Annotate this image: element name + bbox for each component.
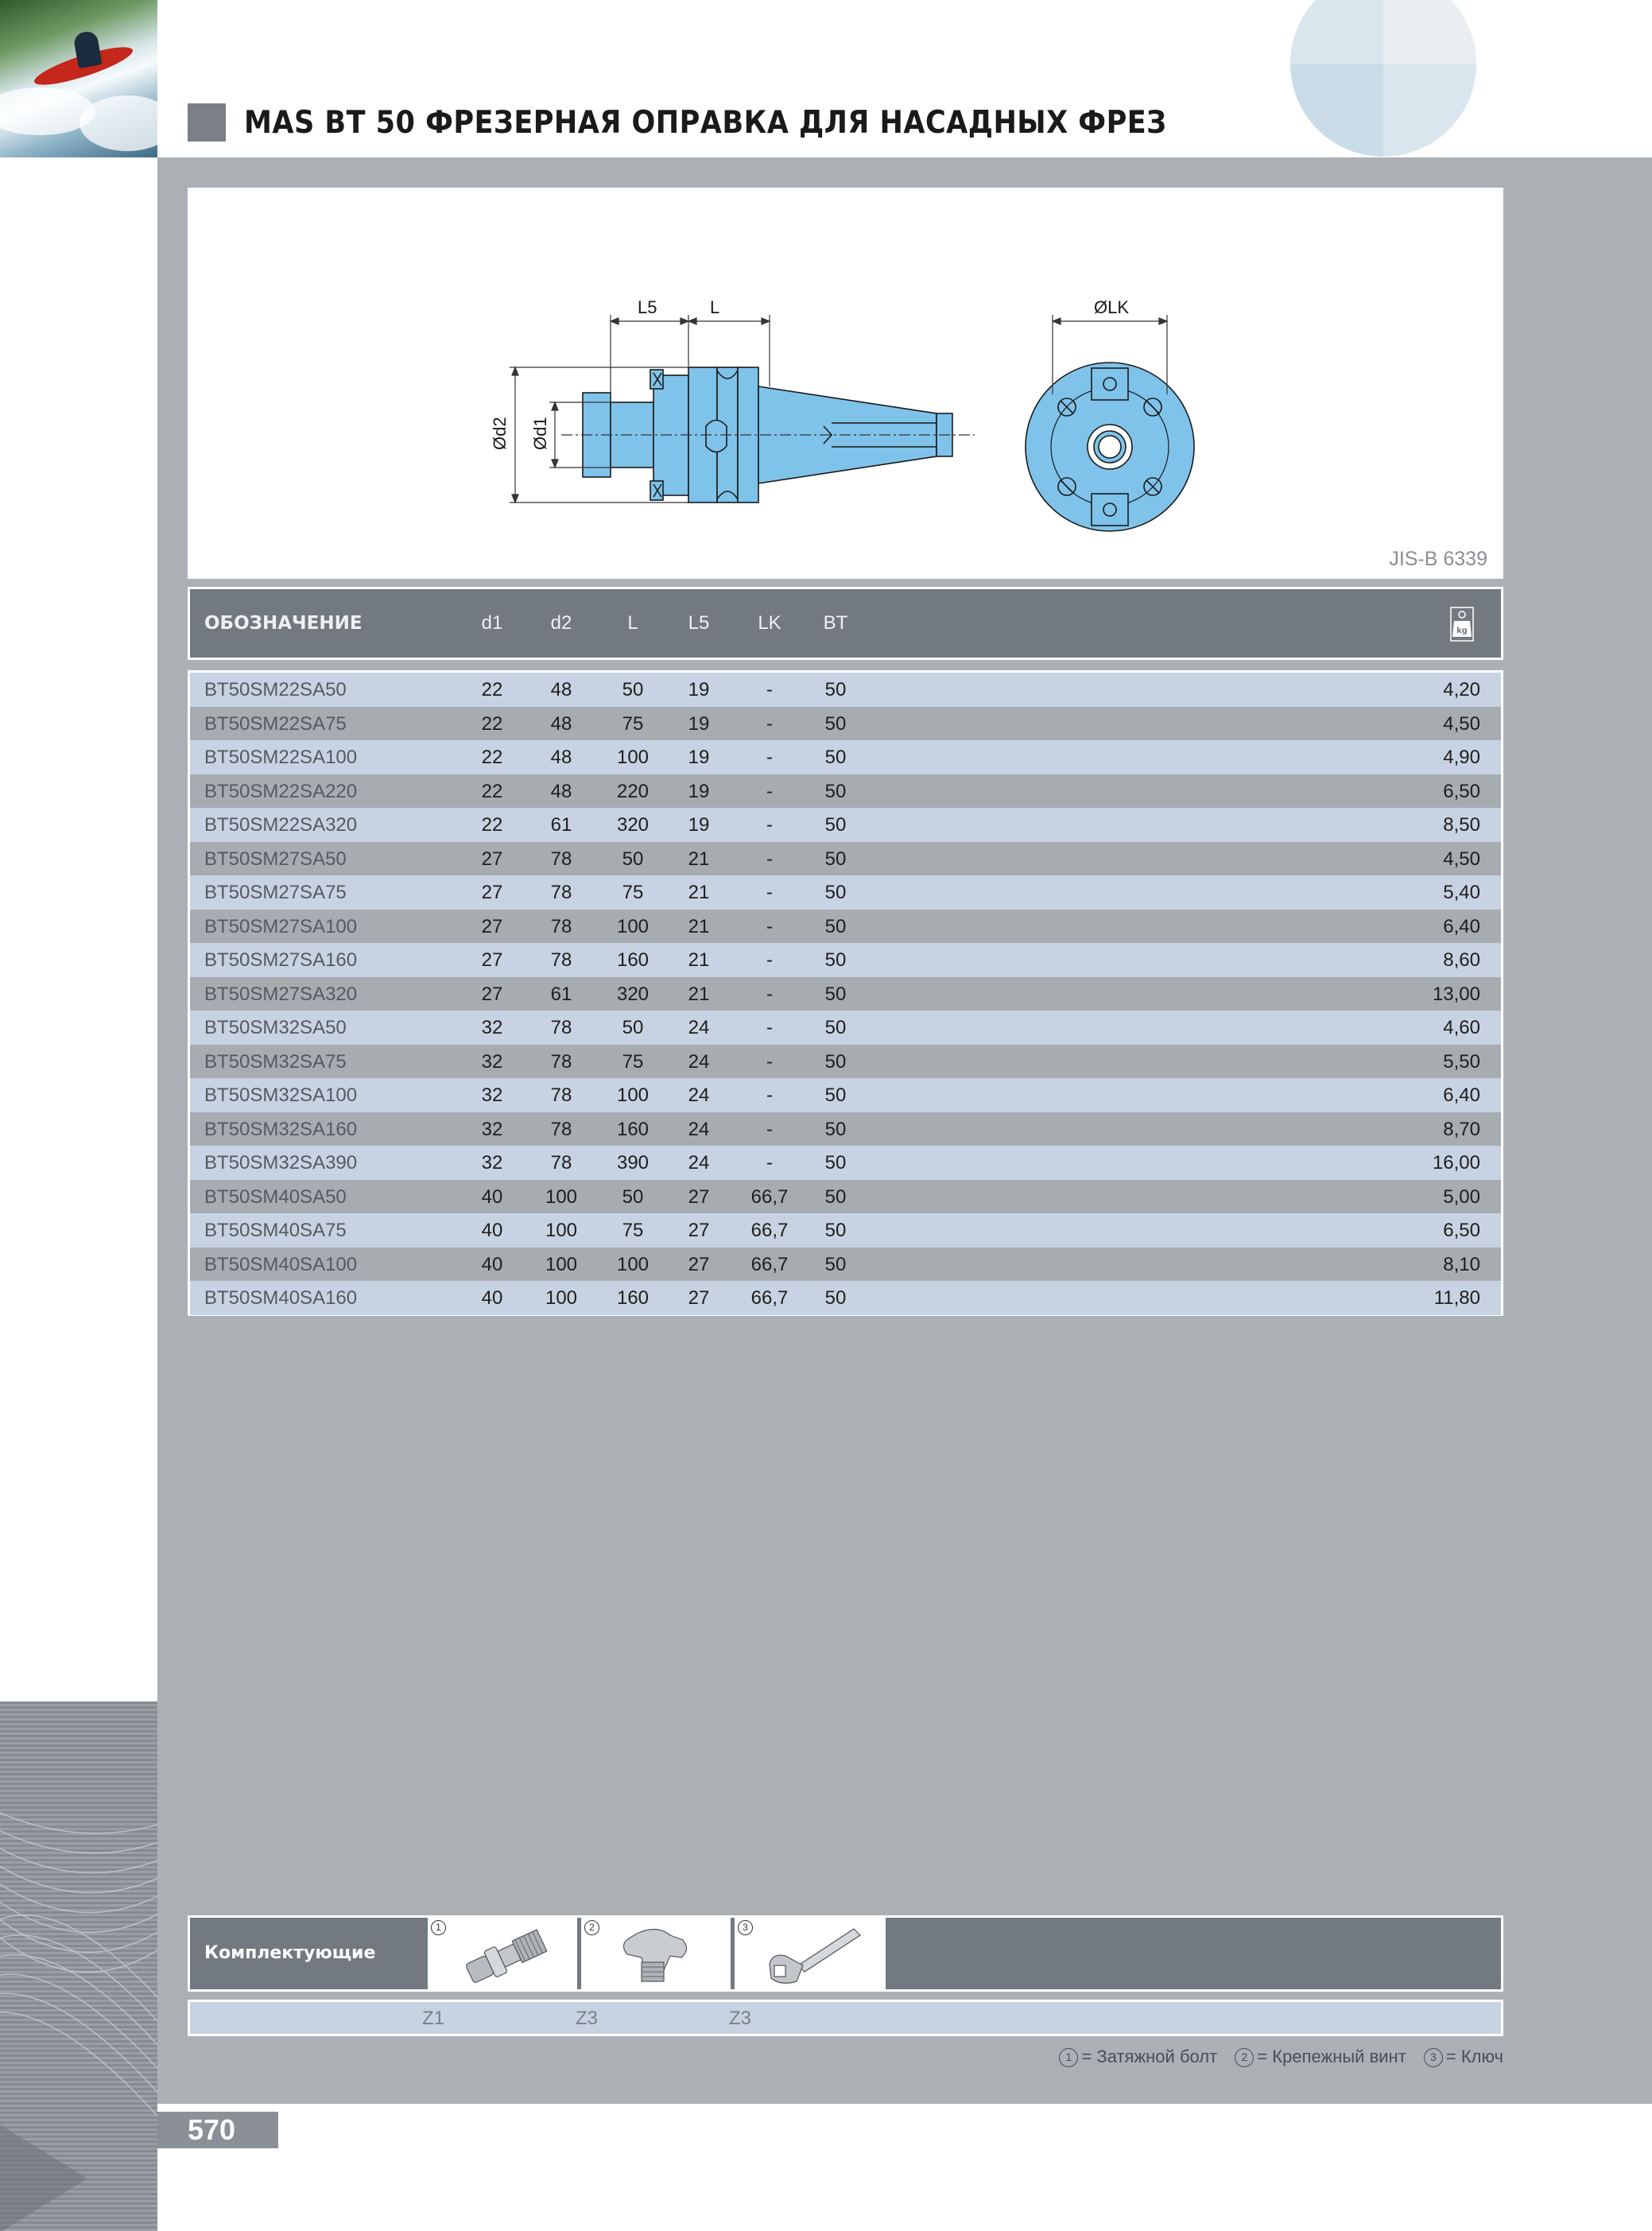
cell-bt: 50: [824, 814, 847, 836]
cell-l: 100: [616, 1253, 650, 1275]
cell-d2: 100: [545, 1185, 578, 1208]
cell-weight: 8,10: [1443, 1253, 1480, 1275]
cell-weight: 4,50: [1443, 712, 1480, 735]
cell-bt: 50: [824, 1118, 847, 1140]
legend-text-1: = Затяжной болт: [1081, 2047, 1218, 2066]
cell-l: 390: [616, 1152, 650, 1174]
cell-weight: 13,00: [1432, 983, 1480, 1005]
cell-lk: -: [766, 882, 773, 903]
cell-d1: 32: [481, 1118, 503, 1140]
header-l: L: [627, 612, 638, 634]
cell-weight: 4,90: [1443, 747, 1480, 768]
cell-l5: 24: [688, 1017, 710, 1038]
cell-l: 100: [616, 747, 650, 768]
cell-bt: 50: [824, 1220, 847, 1241]
cell-l5: 27: [688, 1185, 710, 1208]
cell-weight: 6,50: [1443, 1220, 1480, 1241]
table-row: [190, 875, 1501, 910]
table-row: [190, 774, 1501, 809]
cell-designation: BT50SM27SA75: [204, 882, 347, 903]
cell-l5: 21: [688, 882, 710, 903]
cell-weight: 5,00: [1443, 1185, 1480, 1208]
cell-lk: -: [766, 848, 773, 870]
cell-weight: 6,50: [1443, 780, 1480, 802]
cell-bt: 50: [824, 1253, 847, 1275]
table-row: [190, 808, 1501, 842]
dim-l: L: [710, 297, 720, 317]
cell-d2: 78: [550, 1152, 572, 1174]
header-designation: ОБОЗНАЧЕНИЕ: [204, 613, 363, 634]
cell-d1: 40: [481, 1185, 503, 1208]
cell-l5: 19: [688, 747, 710, 768]
cell-bt: 50: [824, 1084, 847, 1106]
cell-l5: 19: [688, 814, 710, 836]
table-row: [190, 910, 1501, 944]
paddler-shape: [72, 30, 102, 69]
cell-l5: 21: [688, 848, 710, 870]
cell-d2: 78: [550, 915, 572, 937]
cell-bt: 50: [824, 747, 847, 768]
cell-designation: BT50SM32SA390: [204, 1152, 358, 1174]
cell-lk: -: [766, 949, 773, 971]
cell-weight: 4,20: [1443, 679, 1480, 700]
cell-l: 75: [622, 712, 644, 735]
corner-photo-kayak: [0, 0, 157, 157]
cell-l5: 19: [688, 780, 710, 802]
cell-l5: 24: [688, 1118, 710, 1140]
cell-d1: 27: [481, 848, 503, 870]
cell-designation: BT50SM32SA100: [204, 1084, 358, 1106]
cell-weight: 4,50: [1443, 848, 1480, 870]
cell-d2: 78: [550, 949, 572, 971]
table-row: [190, 1078, 1501, 1112]
cell-weight: 4,60: [1443, 1017, 1480, 1038]
dim-l5: L5: [638, 297, 657, 317]
legend-number-2: 2: [1235, 2048, 1254, 2067]
legend-text-3: = Ключ: [1445, 2047, 1503, 2066]
cell-bt: 50: [824, 1050, 847, 1073]
cell-weight: 8,60: [1443, 949, 1480, 971]
product-table: [188, 670, 1503, 1316]
cell-bt: 50: [824, 679, 847, 700]
clamping-screw-icon: [581, 1918, 732, 1989]
accessory-number-3: 3: [738, 1920, 753, 1935]
cell-bt: 50: [824, 1185, 847, 1208]
cell-bt: 50: [824, 882, 847, 903]
cell-l5: 27: [688, 1287, 710, 1309]
svg-text:kg: kg: [1456, 627, 1468, 635]
table-row: [190, 1146, 1501, 1180]
cell-d2: 100: [545, 1220, 578, 1241]
cell-d2: 78: [550, 882, 572, 903]
cell-d2: 61: [550, 983, 572, 1005]
cell-d2: 48: [550, 780, 572, 802]
table-row: [190, 1112, 1501, 1147]
cell-bt: 50: [824, 1017, 847, 1038]
accessory-tile-2: [581, 1918, 732, 1989]
cell-lk: -: [766, 1084, 773, 1106]
cell-l: 100: [616, 1084, 650, 1106]
cell-designation: BT50SM27SA320: [204, 983, 358, 1005]
cell-d1: 40: [481, 1220, 503, 1241]
accessory-codes-row: [188, 2000, 1503, 2036]
table-row: [190, 943, 1501, 977]
cell-designation: BT50SM32SA160: [204, 1118, 358, 1140]
cell-l: 160: [616, 1287, 650, 1309]
accessory-tile-3: [735, 1918, 886, 1989]
cell-l: 75: [622, 1050, 644, 1073]
cell-bt: 50: [824, 848, 847, 870]
table-row: [190, 1011, 1501, 1045]
cell-l: 160: [616, 949, 650, 971]
cell-l: 320: [616, 814, 650, 836]
cell-d2: 78: [550, 1017, 572, 1038]
cell-l5: 24: [688, 1152, 710, 1174]
cell-bt: 50: [824, 1287, 847, 1309]
cell-designation: BT50SM40SA50: [204, 1185, 347, 1208]
cell-l: 50: [622, 679, 644, 700]
cell-d1: 27: [481, 983, 503, 1005]
dim-d1: Ød1: [530, 417, 550, 450]
legend-text-2: = Крепежный винт: [1257, 2047, 1406, 2066]
cell-lk: 66,7: [750, 1287, 789, 1309]
legend-number-1: 1: [1059, 2048, 1078, 2067]
cell-l5: 21: [688, 949, 710, 971]
weight-icon: [1450, 607, 1474, 642]
table-row: [190, 1281, 1501, 1315]
header-l5: L5: [688, 612, 710, 634]
cell-designation: BT50SM22SA75: [204, 712, 347, 735]
cell-lk: 66,7: [750, 1185, 789, 1208]
cell-d1: 32: [481, 1017, 503, 1038]
cell-d2: 78: [550, 1084, 572, 1106]
table-header: [188, 587, 1503, 660]
cell-d1: 27: [481, 949, 503, 971]
table-row: [190, 707, 1501, 741]
cell-d1: 27: [481, 915, 503, 937]
accessory-code-3: Z3: [729, 2008, 752, 2029]
accessories-bar: [188, 1915, 1503, 1992]
cell-lk: -: [766, 712, 773, 735]
cell-d1: 32: [481, 1084, 503, 1106]
cell-l5: 21: [688, 983, 710, 1005]
cell-bt: 50: [824, 1152, 847, 1174]
tool-front-view: [1026, 363, 1194, 531]
cell-d2: 48: [550, 747, 572, 768]
cell-bt: 50: [824, 712, 847, 735]
cell-l5: 24: [688, 1050, 710, 1073]
cell-l5: 27: [688, 1253, 710, 1275]
cell-designation: BT50SM40SA160: [204, 1287, 358, 1309]
cell-d1: 40: [481, 1253, 503, 1275]
cell-l: 160: [616, 1118, 650, 1140]
cell-l: 50: [622, 1017, 644, 1038]
header-bt: BT: [823, 612, 848, 634]
accessory-number-2: 2: [584, 1920, 599, 1935]
cell-d1: 32: [481, 1050, 503, 1073]
page-title: MAS BT 50 ФРЕЗЕРНАЯ ОПРАВКА ДЛЯ НАСАДНЫХ ФРЕЗ: [244, 105, 1167, 141]
cell-lk: -: [766, 814, 773, 836]
left-decoration: [0, 1701, 157, 2231]
cell-d1: 22: [481, 712, 503, 735]
cell-lk: 66,7: [750, 1253, 789, 1275]
cell-d1: 22: [481, 780, 503, 802]
cell-lk: -: [766, 1152, 773, 1174]
cell-designation: BT50SM27SA50: [204, 848, 347, 870]
table-row: [190, 1045, 1501, 1079]
cell-l: 75: [622, 1220, 644, 1241]
cell-d2: 78: [550, 848, 572, 870]
standard-label: JIS-B 6339: [1389, 548, 1487, 570]
cell-designation: BT50SM40SA100: [204, 1253, 358, 1275]
cell-weight: 8,70: [1443, 1118, 1480, 1140]
cell-l5: 19: [688, 712, 710, 735]
cell-weight: 16,00: [1432, 1152, 1480, 1174]
table-row: [190, 1213, 1501, 1247]
cell-weight: 6,40: [1443, 1084, 1480, 1106]
cell-d1: 27: [481, 882, 503, 903]
accessory-code-1: Z1: [422, 2008, 445, 2029]
cell-l: 100: [616, 915, 650, 937]
cell-d1: 32: [481, 1152, 503, 1174]
cell-designation: BT50SM32SA50: [204, 1017, 347, 1038]
table-row: [190, 1247, 1501, 1282]
accessory-tile-1: [428, 1918, 579, 1989]
header-d2: d2: [550, 612, 572, 634]
table-row: [190, 1180, 1501, 1214]
cell-l: 50: [622, 848, 644, 870]
header-d1: d1: [481, 612, 503, 634]
table-row: [190, 842, 1501, 876]
cell-designation: BT50SM22SA220: [204, 780, 358, 802]
cell-l: 220: [616, 780, 650, 802]
cell-l5: 24: [688, 1084, 710, 1106]
cell-d2: 100: [545, 1287, 578, 1309]
cell-designation: BT50SM22SA100: [204, 747, 358, 768]
cell-bt: 50: [824, 780, 847, 802]
cell-lk: -: [766, 747, 773, 768]
decorative-circles: [1280, 0, 1487, 159]
cell-lk: -: [766, 1118, 773, 1140]
cell-designation: BT50SM32SA75: [204, 1050, 347, 1073]
cell-designation: BT50SM22SA50: [204, 679, 347, 700]
cell-l5: 27: [688, 1220, 710, 1241]
cell-d2: 78: [550, 1118, 572, 1140]
cell-d1: 22: [481, 679, 503, 700]
accessories-label: Комплектующие: [204, 1943, 376, 1963]
cell-lk: -: [766, 780, 773, 802]
accessory-number-1: 1: [431, 1920, 446, 1935]
cell-bt: 50: [824, 915, 847, 937]
cell-lk: -: [766, 983, 773, 1005]
table-row: [190, 740, 1501, 774]
cell-d2: 100: [545, 1253, 578, 1275]
table-row: [190, 977, 1501, 1011]
cell-bt: 50: [824, 983, 847, 1005]
page-number: 570: [188, 2113, 236, 2146]
cell-weight: 11,80: [1433, 1287, 1480, 1309]
cell-weight: 5,40: [1443, 882, 1480, 903]
cell-d2: 48: [550, 712, 572, 735]
cell-d2: 48: [550, 679, 572, 700]
cell-weight: 8,50: [1443, 814, 1480, 836]
cell-designation: BT50SM27SA160: [204, 949, 358, 971]
cell-lk: 66,7: [750, 1220, 789, 1241]
cell-lk: -: [766, 915, 773, 937]
wrench-icon: [735, 1918, 886, 1989]
title-marker: [188, 103, 226, 142]
cell-lk: -: [766, 1050, 773, 1073]
header-lk: LK: [758, 612, 781, 634]
cell-l5: 21: [688, 915, 710, 937]
cell-l: 50: [622, 1185, 644, 1208]
accessory-code-2: Z3: [576, 2008, 599, 2029]
dim-d2: Ød2: [490, 417, 510, 450]
cell-d2: 61: [550, 814, 572, 836]
pull-stud-icon: [428, 1918, 579, 1989]
cell-weight: 6,40: [1443, 915, 1480, 937]
cell-lk: -: [766, 679, 773, 700]
cell-designation: BT50SM27SA100: [204, 915, 358, 937]
accessories-legend: [1059, 2043, 1503, 2070]
cell-bt: 50: [824, 949, 847, 971]
technical-drawing: [188, 188, 1503, 579]
cell-d1: 22: [481, 747, 503, 768]
cell-d1: 40: [481, 1287, 503, 1309]
cell-l5: 19: [688, 679, 710, 700]
cell-l: 320: [616, 983, 650, 1005]
cell-weight: 5,50: [1443, 1050, 1480, 1073]
cell-designation: BT50SM22SA320: [204, 814, 358, 836]
table-row: [190, 673, 1501, 707]
legend-number-3: 3: [1424, 2048, 1443, 2067]
cell-designation: BT50SM40SA75: [204, 1220, 347, 1241]
cell-lk: -: [766, 1017, 773, 1038]
dim-lk: ØLK: [1094, 297, 1130, 317]
cell-l: 75: [622, 882, 644, 903]
cell-d2: 78: [550, 1050, 572, 1073]
cell-d1: 22: [481, 814, 503, 836]
